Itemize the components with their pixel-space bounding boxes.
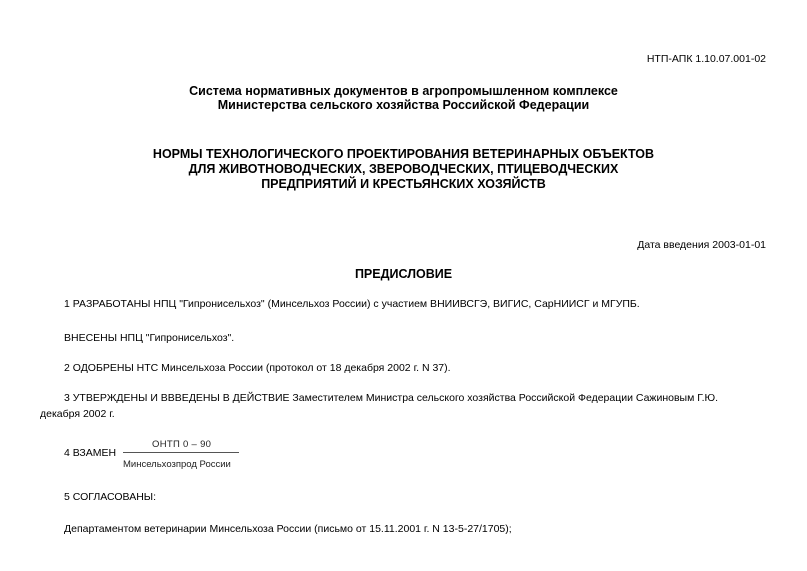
paragraph-enacted: 3 УТВЕРЖДЕНЫ И ВВВЕДЕНЫ В ДЕЙСТВИЕ Заместителем Министра сельского хозяйства Российской Федерации Сажиновым Г.Ю. — [64, 392, 719, 404]
introduction-date: Дата введения 2003-01-01 — [637, 239, 766, 251]
paragraph-agreed: 5 СОГЛАСОВАНЫ: — [64, 491, 157, 503]
replaced-standard-issuer: Минсельхозпрод России — [123, 459, 231, 470]
paragraph-approved: 2 ОДОБРЕНЫ НТС Минсельхоза России (протокол от 18 декабря 2002 г. N 37). — [64, 362, 451, 374]
system-title — [0, 84, 807, 112]
document-title-line-3: ПРЕДПРИЯТИЙ И КРЕСТЬЯНСКИХ ХОЗЯЙСТВ — [261, 177, 546, 191]
paragraph-replaces-label: 4 ВЗАМЕН — [64, 447, 117, 459]
paragraph-enacted-continuation: декабря 2002 г. — [40, 408, 115, 420]
paragraph-developed: 1 РАЗРАБОТАНЫ НПЦ "Гипронисельхоз" (Минсельхоз России) с участием ВНИИВСГЭ, ВИГИС, СарНИИСГ и МГУПБ. — [64, 298, 640, 310]
paragraph-vet-department: Департаментом ветеринарии Минсельхоза России (письмо от 15.11.2001 г. N 13-5-27/1705); — [64, 523, 512, 535]
preface-heading: ПРЕДИСЛОВИЕ — [354, 267, 453, 281]
document-title-line-2: ДЛЯ ЖИВОТНОВОДЧЕСКИХ, ЗВЕРОВОДЧЕСКИХ, ПТИЦЕВОДЧЕСКИХ — [188, 162, 619, 176]
replaced-standard-divider — [123, 452, 239, 453]
document-title-line-1: НОРМЫ ТЕХНОЛОГИЧЕСКОГО ПРОЕКТИРОВАНИЯ ВЕТЕРИНАРНЫХ ОБЪЕКТОВ — [152, 147, 655, 161]
replaced-standard-code: ОНТП 0 – 90 — [152, 439, 212, 450]
paragraph-submitted: ВНЕСЕНЫ НПЦ "Гипронисельхоз". — [64, 332, 235, 344]
system-title-line-2: Министерства сельского хозяйства Российской Федерации — [217, 98, 590, 112]
document-title — [0, 147, 807, 192]
system-title-line-1: Система нормативных документов в агропромышленном комплексе — [189, 84, 618, 98]
document-code: НТП-АПК 1.10.07.001-02 — [646, 53, 766, 65]
